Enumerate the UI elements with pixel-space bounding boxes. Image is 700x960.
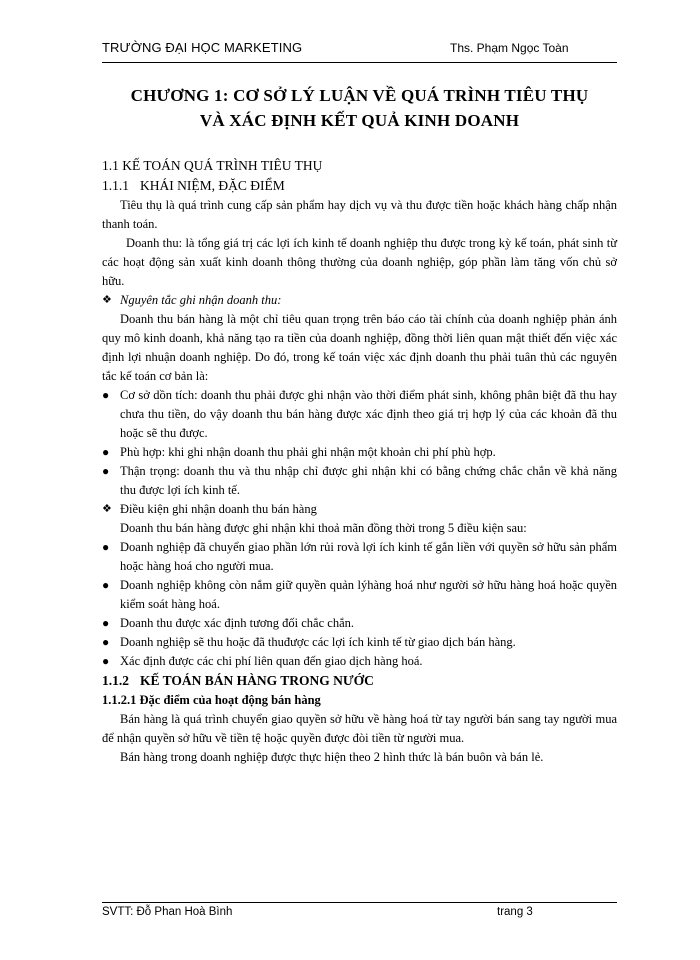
chapter-title-line2: VÀ XÁC ĐỊNH KẾT QUẢ KINH DOANH xyxy=(199,111,520,130)
star-bullet-icon: ❖ xyxy=(102,503,112,515)
conditions-intro: Doanh thu bán hàng được ghi nhận khi thoả mãn đồng thời trong 5 điều kiện sau: xyxy=(120,521,527,535)
list-item: ● Xác định được các chi phí liên quan đến giao dịch hàng hoá. xyxy=(102,652,617,671)
paragraph-revenue-definition: Doanh thu: là tổng giá trị các lợi ích kinh tế doanh nghiệp thu được trong kỳ kế toán, phát sinh từ các hoạt động sản xuất kinh doanh thông thường của doanh nghiệp, góp phần làm tăng vốn chủ sở hữu. xyxy=(102,236,617,288)
principles-list xyxy=(102,386,617,500)
section-1-1-2-1-heading: 1.1.2.1 Đặc điểm của hoạt động bán hàng xyxy=(102,693,321,707)
bullet-icon: ● xyxy=(102,464,110,478)
principle-heading-text: Nguyên tắc ghi nhận doanh thu: xyxy=(120,293,282,307)
list-item: ● Phù hợp: khi ghi nhận doanh thu phải ghi nhận một khoản chi phí phù hợp. xyxy=(102,443,617,462)
list-item: ● Cơ sở dồn tích: doanh thu phải được ghi nhận vào thời điểm phát sinh, không phân biệt đã thu hay chưa thu tiền, do vậy doanh thu bán hàng được xác định theo giá trị hợp lý của các khoản đã thu hoặc sẽ thu được. xyxy=(102,388,617,440)
bullet-icon: ● xyxy=(102,445,110,459)
bullet-icon: ● xyxy=(102,654,110,668)
header-school: TRƯỜNG ĐẠI HỌC MARKETING xyxy=(102,40,303,55)
bullet-icon: ● xyxy=(102,388,110,402)
conditions-list xyxy=(102,538,617,671)
section-1-1-2-title: KẾ TOÁN BÁN HÀNG TRONG NƯỚC xyxy=(140,673,374,688)
star-bullet-icon: ❖ xyxy=(102,294,112,306)
bullet-icon: ● xyxy=(102,635,110,649)
section-1-1-1-heading xyxy=(102,176,617,196)
bullet-icon: ● xyxy=(102,616,110,630)
paragraph-sales-definition: Bán hàng là quá trình chuyển giao quyền sở hữu về hàng hoá từ tay người bán sang tay người mua để nhận quyền sở hữu về tiền tệ hoặc quyền được đòi tiền từ người mua. xyxy=(102,712,617,745)
list-item: ● Thận trọng: doanh thu và thu nhập chỉ được ghi nhận khi có bằng chứng chắc chắn về khả năng thu được lợi ích kinh tế. xyxy=(102,464,617,497)
page-footer xyxy=(102,902,617,923)
bullet-icon: ● xyxy=(102,540,110,554)
conditions-heading-text: Điều kiện ghi nhận doanh thu bán hàng xyxy=(120,502,317,516)
conditions-heading xyxy=(102,500,617,519)
footer-page-number: trang 3 xyxy=(497,906,533,918)
section-1-1-1-title: KHÁI NIỆM, ĐẶC ĐIỂM xyxy=(140,178,285,193)
section-1-1-1-number: 1.1.1 xyxy=(102,178,129,193)
section-1-1-2-heading xyxy=(102,671,617,691)
paragraph-sales-revenue: Doanh thu bán hàng là một chỉ tiêu quan trọng trên báo cáo tài chính của doanh nghiệp phản ánh quy mô kinh doanh, khả năng tạo ra tiền của doanh nghiệp, đồng thời liên quan mật thiết đến việc xác định lợi nhuận doanh nghiệp. Do đó, trong kế toán việc xác định doanh thu phải tuân thủ các nguyên tắc kế toán cơ bản là: xyxy=(102,312,617,383)
header-author: Ths. Phạm Ngọc Toàn xyxy=(450,41,569,55)
chapter-title xyxy=(102,83,617,133)
list-item: ● Doanh nghiệp đã chuyển giao phần lớn rủi rovà lợi ích kinh tế gắn liền với quyền sở hữu sản phẩm hoặc hàng hoá cho người mua. xyxy=(102,540,617,573)
list-item: ● Doanh nghiệp không còn nắm giữ quyền quản lýhàng hoá như người sở hữu hàng hoá hoặc quyền kiểm soát hàng hoá. xyxy=(102,578,617,611)
footer-student: SVTT: Đỗ Phan Hoà Bình xyxy=(102,906,233,918)
list-item: ● Doanh thu được xác định tương đối chắc chắn. xyxy=(102,614,617,633)
paragraph-consumption: Tiêu thụ là quá trình cung cấp sản phẩm hay dịch vụ và thu được tiền hoặc khách hàng chấp nhận thanh toán. xyxy=(102,198,617,231)
page-header xyxy=(102,40,617,63)
section-1-1-heading: 1.1 KẾ TOÁN QUÁ TRÌNH TIÊU THỤ xyxy=(102,158,323,173)
bullet-icon: ● xyxy=(102,578,110,592)
chapter-title-line1: CHƯƠNG 1: CƠ SỞ LÝ LUẬN VỀ QUÁ TRÌNH TIÊU THỤ xyxy=(130,86,589,105)
document-body xyxy=(102,156,617,767)
section-1-1-2-number: 1.1.2 xyxy=(102,673,129,688)
paragraph-sales-forms: Bán hàng trong doanh nghiệp được thực hiện theo 2 hình thức là bán buôn và bán lẻ. xyxy=(120,750,544,764)
principle-heading xyxy=(102,291,617,310)
list-item: ● Doanh nghiệp sẽ thu hoặc đã thuđược các lợi ích kinh tế từ giao dịch bán hàng. xyxy=(102,633,617,652)
